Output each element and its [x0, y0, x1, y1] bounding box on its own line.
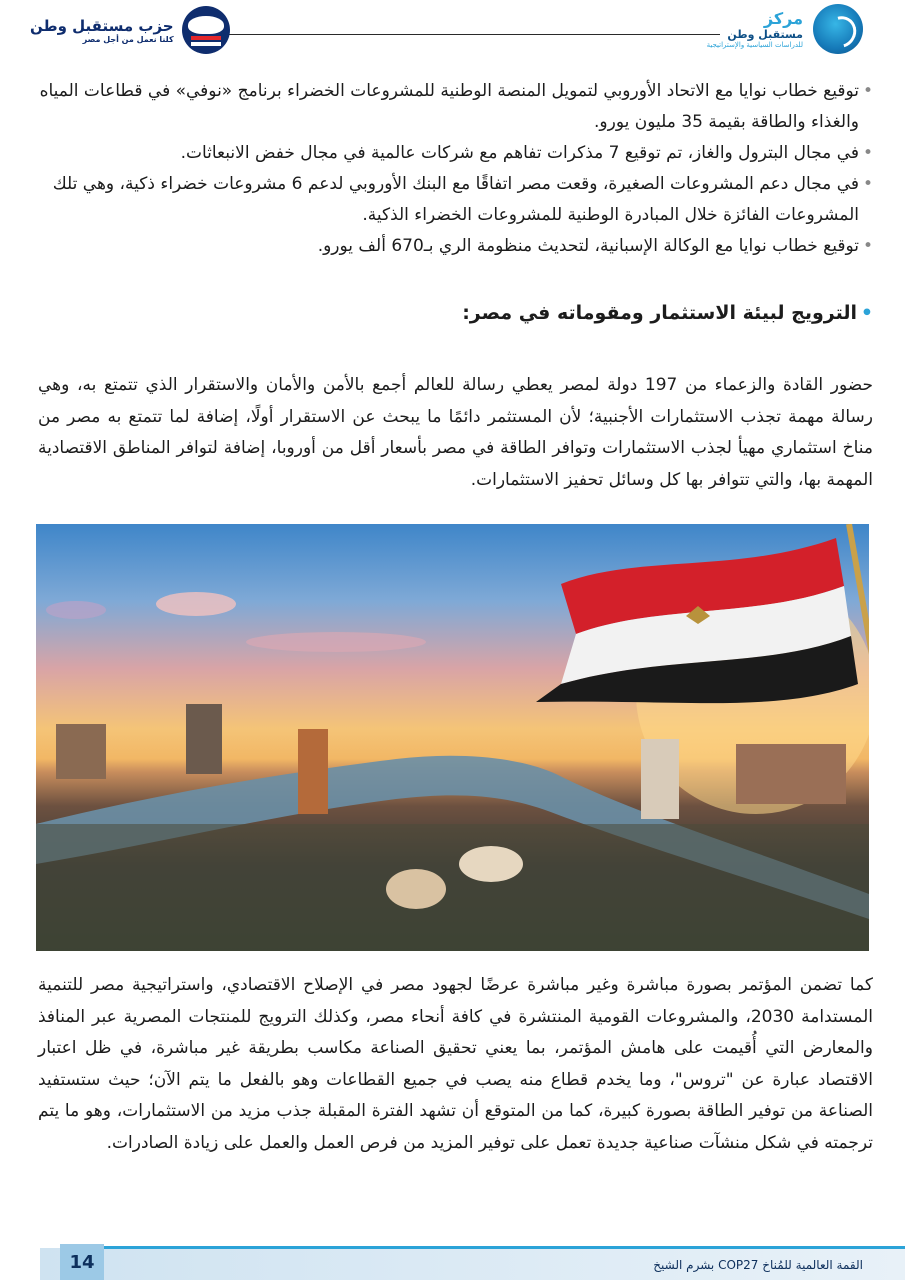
party-logo — [30, 6, 230, 54]
list-item: • توقيع خطاب نوايا مع الاتحاد الأوروبي لتمويل المنصة الوطنية للمشروعات الخضراء برنامج «نوفي» في قطاعات المياه والغذاء والطاقة بقيمة 35 مليون يورو. — [38, 76, 873, 138]
center-logo-text — [707, 9, 803, 49]
page-header — [0, 0, 905, 70]
cloud — [46, 601, 106, 619]
center-name: مركز — [763, 9, 803, 28]
cloud — [156, 592, 236, 616]
footer-stripe — [80, 1246, 905, 1249]
header-divider — [200, 34, 720, 35]
center-subname: مستقبل وطن — [727, 28, 803, 41]
cairo-flag-photo — [36, 524, 869, 951]
tower — [736, 744, 846, 804]
tower — [641, 739, 679, 819]
dome — [459, 846, 523, 882]
page-number: 14 — [60, 1244, 104, 1280]
tower — [186, 704, 222, 774]
list-item: • في مجال دعم المشروعات الصغيرة، وقعت مصر اتفاقًا مع البنك الأوروبي لدعم 6 مشروعات خضراء ذكية، وهي تلك المشروعات الفائزة خلال المبادرة الوطنية للمشروعات الخضراء الذكية. — [38, 169, 873, 231]
conference-paragraph: كما تضمن المؤتمر بصورة مباشرة وغير مباشرة عرضًا لجهود مصر في الإصلاح الاقتصادي، واستراتيجية مصر للتنمية المستدامة 2030، والمشروعات القومية المنتشرة في كافة أنحاء مصر، وكذلك الترويج للمنتجات المصرية عبر المنافذ والمعارض التي أُقيمت على هامش المؤتمر، بما يعني تحقيق الصناعة مكاسب بطريقة غير مباشرة، في ظل اعتبار الاقتصاد عبارة عن "تروس"، وما يخدم قطاع منه يصب في جميع القطاعات وهو بالفعل ما يتم الآن؛ حيث ستستفيد الصناعة من توفير الطاقة بصورة كبيرة، كما من المتوقع أن تشهد الفترة المقبلة جذب مزيد من الاستثمارات، وهو ما يتم ترجمته في شكل منشآت صناعية جديدة تعمل على توفير المزيد من فرص العمل والعمل على زيادة الصادرات. — [38, 975, 873, 1153]
center-logo-icon — [813, 4, 863, 54]
dome — [386, 869, 446, 909]
cloud — [246, 632, 426, 652]
party-logo-text — [30, 17, 174, 44]
party-slogan: كلنا نعمل من أجل مصر — [82, 34, 174, 44]
footer-title: القمة العالمية للمُناخ COP27 بشرم الشيخ — [653, 1258, 863, 1272]
list-item: • في مجال البترول والغاز، تم توقيع 7 مذكرات تفاهم مع شركات عالمية في مجال خفض الانبعاثات. — [38, 138, 873, 169]
party-emblem-icon — [182, 6, 230, 54]
city-block — [36, 824, 869, 951]
tower — [298, 729, 328, 814]
party-name: حزب مستقبل وطن — [30, 16, 174, 35]
investment-paragraph: حضور القادة والزعماء من 197 دولة لمصر يعطي رسالة للعالم أجمع بالأمن والأمان والاستقرار الذي تتمتع به، وهي رسالة مهمة تجذب الاستثمارات الأجنبية؛ لأن المستثمر دائمًا ما يبحث عن الاستقرار أولًا، إضافة لما تتمتع به مصر من مناخ استثماري مهيأ لجذب الاستثمارات وتوافر الطاقة في مصر بأسعار أقل من أوروبا، إضافة لتوافر المناطق الاقتصادية المهمة بها، والتي تتوافر بها كل وسائل تحفيز الاستثمارات. — [38, 375, 873, 490]
center-tagline: للدراسات السياسية والإستراتيجية — [706, 41, 803, 49]
agreements-list — [38, 76, 873, 262]
list-item: • توقيع خطاب نوايا مع الوكالة الإسبانية، لتحديث منظومة الري بـ670 ألف يورو. — [38, 231, 873, 262]
section-heading: • الترويج لبيئة الاستثمار ومقوماته في مصر: — [38, 302, 873, 324]
center-logo — [707, 4, 863, 54]
tower — [56, 724, 106, 779]
page-footer — [0, 1236, 905, 1280]
